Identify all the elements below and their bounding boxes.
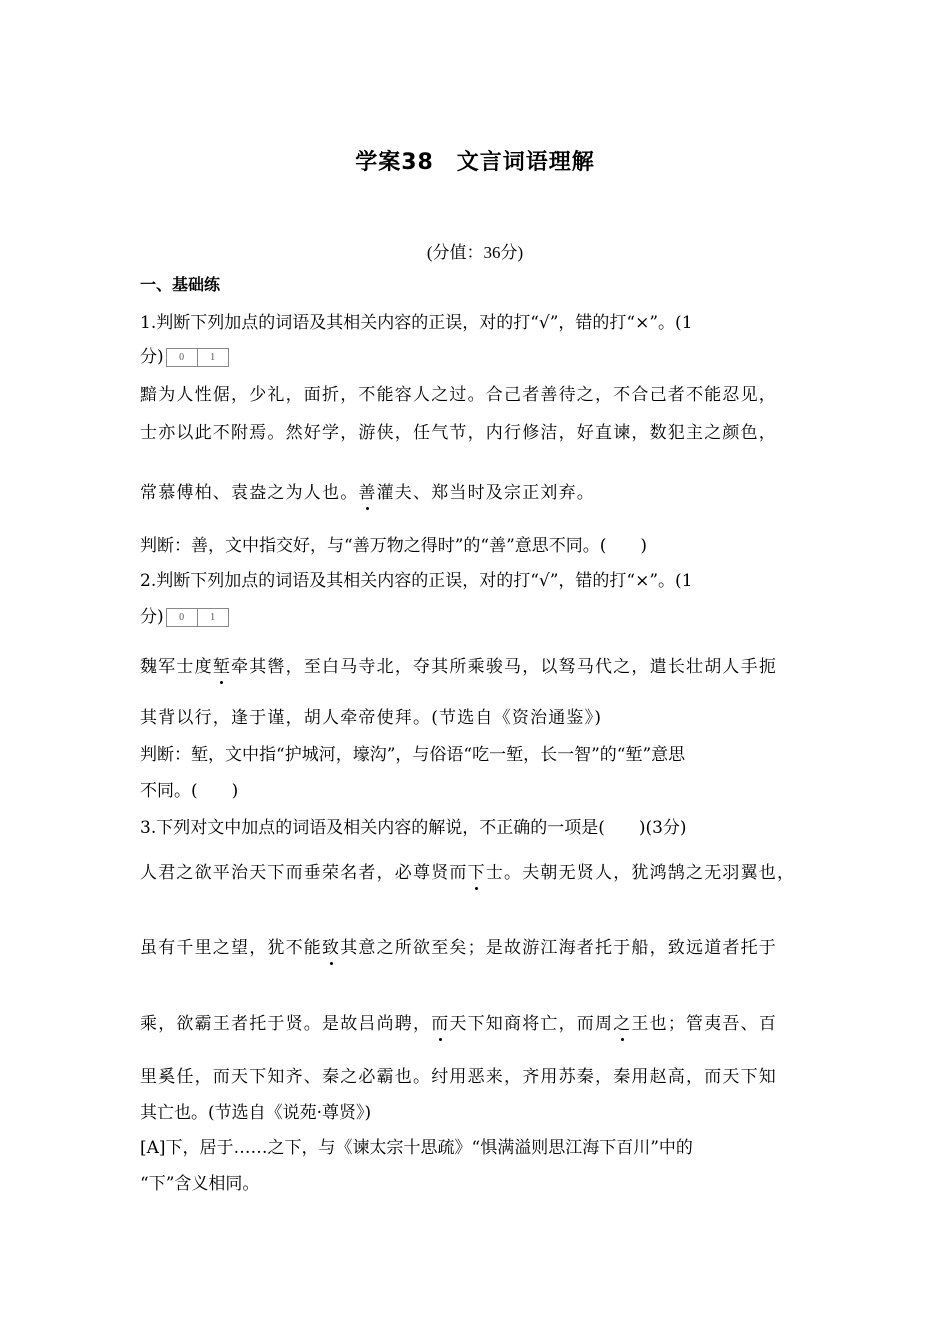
q3-passage-source: 其亡也。(节选自《说苑·尊贤》) [140, 1103, 372, 1123]
score-option-0[interactable]: 0 [179, 352, 185, 363]
q2-passage-line-2: 其背以行，逢于谨，胡人牵帝使拜。(节选自《资治通鉴》) [140, 708, 603, 728]
q2-passage-pre: 魏军士度 [140, 657, 213, 677]
q3-option-a-cont: “下”含义相同。 [140, 1174, 260, 1194]
q3-passage-mid: 天下知商将亡，而周 [449, 1014, 614, 1034]
q3-passage-pre: 虽有千里之望，犹不能 [140, 938, 322, 958]
q2-judgement-cont: 不同。( ) [140, 781, 239, 801]
q3-stem: 3.下列对文中加点的词语及相关内容的解说，不正确的一项是( )(3分) [140, 818, 687, 838]
q3-passage-post: 士。夫朝无贤人，犹鸿鹄之无羽翼也， [485, 863, 796, 883]
dotted-word: 堑 [212, 657, 232, 677]
dotted-word: 下 [467, 863, 486, 883]
q2-stem: 2.判断下列加点的词语及其相关内容的正误，对的打“√”，错的打“×”。(1 [140, 571, 693, 591]
q1-passage-line-3 [140, 482, 595, 504]
q1-stem: 1.判断下列加点的词语及其相关内容的正误，对的打“√”，错的打“×”。(1 [140, 313, 693, 333]
q2-stem-cont [140, 606, 229, 628]
q1-stem-tail: 分) [140, 347, 164, 367]
q1-passage-post: 灌夫、郑当时及宗正刘弃。 [376, 483, 596, 503]
q3-passage-pre: 乘，欲霸王者托于贤。是故吕尚聘， [140, 1014, 432, 1034]
section-heading: 一、基础练 [140, 275, 221, 294]
q3-passage-line-2 [140, 937, 777, 959]
q2-judgement: 判断：堑，文中指“护城河，壕沟”，与俗语“吃一堑，长一智”的“堑”意思 [140, 745, 686, 765]
dotted-word: 善 [358, 483, 377, 503]
q3-passage-post: 其意之所欲至矣；是故游江海者托于船，致远道者托于 [340, 938, 778, 958]
q1-passage-line-2: 士亦以此不附焉。然好学，游侠，任气节，内行修洁，好直谏，数犯主之颜色， [140, 423, 777, 443]
q2-stem-tail: 分) [140, 607, 164, 627]
q2-score-box[interactable] [166, 608, 229, 627]
q1-judgement: 判断：善，文中指交好，与“善万物之得时”的“善”意思不同。( ) [140, 536, 648, 556]
q3-passage-post: 王也；管夷吾、百 [631, 1014, 778, 1034]
page-title: 学案38 文言词语理解 [355, 150, 595, 175]
score-note: (分值：36分) [426, 243, 524, 262]
score-option-1[interactable]: 1 [197, 349, 228, 366]
q3-option-a[interactable]: [A]下，居于……之下，与《谏太宗十思疏》“惧满溢则思江海下百川”中的 [140, 1138, 693, 1158]
q3-passage-line-4: 里奚任，而天下知齐、秦之必霸也。纣用恶来，齐用苏秦，秦用赵高，而天下知 [140, 1067, 777, 1087]
q1-score-box[interactable] [166, 348, 229, 367]
q1-passage-line-1: 黯为人性倨，少礼，面折，不能容人之过。合己者善待之，不合己者不能忍见， [140, 385, 777, 405]
q3-passage-line-3 [140, 1013, 777, 1035]
q1-passage-pre: 常慕傅柏、袁盎之为人也。 [140, 483, 359, 503]
q3-passage-pre: 人君之欲平治天下而垂荣名者，必尊贤而 [140, 863, 468, 883]
q1-stem-cont [140, 346, 229, 368]
score-option-1[interactable]: 1 [197, 609, 228, 626]
dotted-word: 致 [322, 938, 341, 958]
dotted-word: 之 [613, 1014, 632, 1034]
dotted-word: 而 [431, 1014, 450, 1034]
score-option-0[interactable]: 0 [179, 612, 185, 623]
q2-passage-line-1 [140, 656, 777, 678]
q3-passage-line-1 [140, 862, 795, 884]
q2-passage-post: 牵其辔，至白马寺北，夺其所乘骏马，以驽马代之，遣长壮胡人手扼 [231, 657, 778, 677]
